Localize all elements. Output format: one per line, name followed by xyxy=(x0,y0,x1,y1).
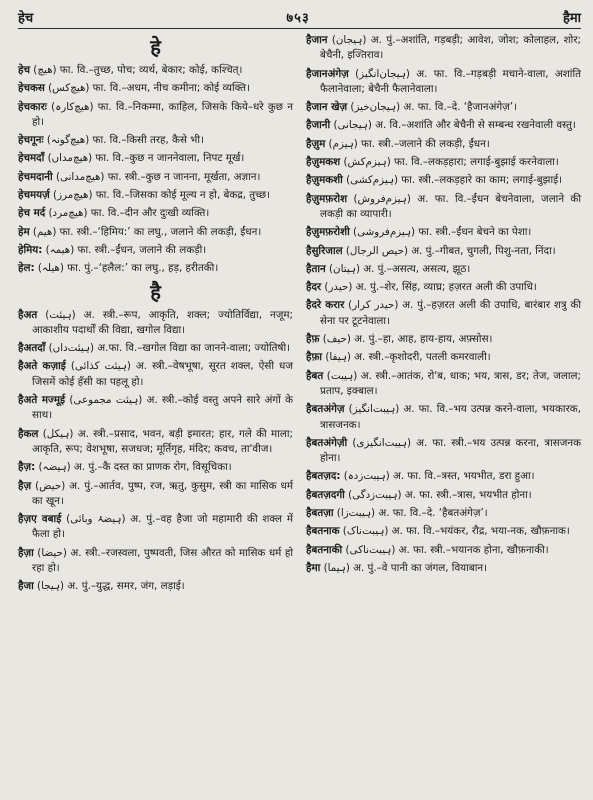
entry-headword: हेचकारः xyxy=(18,100,47,113)
entry-headword: हैदर xyxy=(306,281,322,294)
entry-definition: (ہیبت‌ناکی) अ. फा. स्त्री.–भयानक होना, खौफ़नाकी। xyxy=(342,543,549,556)
dictionary-entry xyxy=(18,188,293,203)
dictionary-entry xyxy=(306,369,581,400)
entry-headword: हैज़ xyxy=(18,479,32,492)
dictionary-entry xyxy=(18,81,293,96)
dictionary-entry xyxy=(18,100,293,131)
entry-definition: (ہیما) अ. पुं.–वे पानी का जंगल, वियाबान। xyxy=(320,561,487,574)
dictionary-entry xyxy=(18,359,293,390)
dictionary-entry xyxy=(306,469,581,484)
dictionary-entry xyxy=(306,488,581,503)
dictionary-entry xyxy=(18,427,293,458)
entry-headword: हैज़ुमकश xyxy=(306,156,341,169)
entry-definition: (هیلہ) फा. पुं.–‘हलैल:’ का लघु., हड़, हरीतकी। xyxy=(34,262,219,275)
dictionary-entry xyxy=(306,506,581,521)
dictionary-entry xyxy=(18,579,293,594)
entry-headword: हैअते मज्मूई xyxy=(18,394,66,407)
entry-headword: हेचगूनः xyxy=(18,134,44,147)
entry-headword: हैबतज़दगी xyxy=(306,488,345,501)
entry-headword: हेमिय: xyxy=(18,243,43,256)
entry-definition: (هیچ‌مداں) फा. वि.–कुछ न जाननेवाला, निपट मूर्ख। xyxy=(44,152,245,165)
dictionary-entry xyxy=(18,308,293,339)
dictionary-entry xyxy=(306,155,581,170)
dictionary-entry xyxy=(306,262,581,277)
dictionary-entry xyxy=(18,170,293,185)
entry-definition: (ہیبت‌انگیزی) अ. फा. स्त्री.–भय उत्पन्न करना, त्रासजनक होना। xyxy=(320,436,581,465)
left-column xyxy=(18,33,293,598)
dictionary-entry xyxy=(18,243,293,258)
entry-headword: हैज़: xyxy=(18,461,36,474)
dictionary-entry xyxy=(306,436,581,467)
entry-headword: हेचकस xyxy=(18,82,45,95)
entry-definition: (ہیئت) अ. स्त्री.–रूप, आकृति, शक्ल; ज्योतिर्विद्या, नजूम; आकाशीय पदार्थों की विद्या, खगोल विद्या। xyxy=(32,308,293,336)
dictionary-entry xyxy=(18,133,293,148)
dictionary-entry xyxy=(18,479,293,510)
entry-definition: (ہیکل) अ. स्त्री.–प्रसाद, भवन, बड़ी इमारत; हार, गले की माला; आकृति, रूप; वेशभूषा, सजधज; मूर्तिगृह, मंदिर; कवच, ता'वीज। xyxy=(32,427,293,455)
entry-definition: (ہیتان) अ. पुं.–असत्य, असत्य, झूठ। xyxy=(325,262,471,275)
header-left-word: हेच xyxy=(18,11,34,26)
entry-headword: हैतान xyxy=(306,262,326,275)
entry-headword: हैफ़ा xyxy=(306,351,323,364)
dictionary-entry xyxy=(306,225,581,240)
entry-definition: (ہیضہ) अ. पुं.–कै दस्त का प्राणक रोग, विसूचिका। xyxy=(35,461,232,474)
entry-headword: हेचमदाँ xyxy=(18,152,45,165)
entry-definition: (هیچ‌گونہ) फा. वि.–किसी तरह, कैसे भी। xyxy=(43,134,204,147)
entry-definition: (ہیفا) अ. स्त्री.–कृशोदरी, पतली कमरवाली। xyxy=(322,351,491,364)
entry-definition: (ہیزم‌فروش) अ. फा. वि.–ईंधन बेचनेवाला, जलाने की लकड़ी का व्यापारी। xyxy=(320,192,581,220)
dictionary-entry xyxy=(306,118,581,133)
entry-headword: हैबत xyxy=(306,369,324,382)
entry-headword: हैज़ए वबाई xyxy=(18,513,62,526)
dictionary-entry xyxy=(18,546,293,577)
entry-headword: हैअत xyxy=(18,308,38,321)
entry-definition: (حیدر) अ. पुं.–शेर, सिंह, व्याघ्र; हज़रत अली की उपाधि। xyxy=(321,281,537,294)
entry-definition: (هیچ‌مدانی) फा. स्त्री.–कुछ न जानना, मूर्खता, अज्ञान। xyxy=(52,170,261,183)
entry-definition: (ہیجا) अ. पुं.–युद्ध, समर, जंग, लड़ाई। xyxy=(33,580,185,593)
entry-definition: (ہیزم) फा. स्त्री.–जलाने की लकड़ी, ईंधन। xyxy=(325,137,490,150)
entry-definition: (هیچ) फा. वि.–तुच्छ, पोच; व्यर्थ, बेकार; कोई, कश्चित्। xyxy=(30,64,243,76)
dictionary-entry xyxy=(306,137,581,152)
dictionary-entry xyxy=(306,298,581,329)
dictionary-entry xyxy=(18,341,293,356)
dictionary-entry xyxy=(18,225,293,240)
entry-definition: (حیص الرجال) अ. पुं.–गीबत, चुगली, पिशु-नता, निंदा। xyxy=(342,244,556,257)
entry-headword: हैबतअंगेज़ी xyxy=(306,436,348,449)
entry-definition: (ہیجان) अ. पुं.–अशांति, गड़बड़ी; आवेश, जोश; कोलाहल, शोर; बेचैनी, इज्तिराव। xyxy=(320,34,582,62)
dictionary-entry xyxy=(306,402,581,433)
dictionary-entry xyxy=(306,244,581,259)
dictionary-entry xyxy=(306,33,581,64)
entry-definition: (ہیجانی) अ. वि.–अशांति और बेचैनी से सम्बन्ध रखनेवाली वस्तु। xyxy=(330,119,576,132)
entry-definition: (حیضا) अ. स्त्री.–रजस्वला, पुष्पवती, जिस औरत को मासिक धर्म हो रहा हो। xyxy=(32,546,293,575)
dictionary-entry xyxy=(18,261,293,276)
entry-headword: हैबतज़द: xyxy=(306,470,341,483)
entry-definition: (هیچ‌کارہ) फा. वि.–निकम्मा, काहिल, जिसके किये–धरे कुछ न हो। xyxy=(32,100,293,128)
entry-headword: हैजान खेज़ xyxy=(306,101,348,114)
entry-definition: (هیچ‌کس) फा. वि.–अधम, नीच कमीना; कोई व्यक्ति। xyxy=(44,82,250,95)
entry-headword: हैकल xyxy=(18,427,39,440)
section-letter-heading: है xyxy=(150,279,161,304)
entry-headword: हैजान xyxy=(306,34,328,46)
entry-headword: हेचमयर्ज़ xyxy=(18,189,50,202)
dictionary-entry xyxy=(18,63,293,78)
entry-headword: हैसुरिजाल xyxy=(306,244,343,257)
entry-definition: (ہیجان‌انگیز) अ. फा. वि.–गड़बड़ी मचाने-वाला, अशांति फैलानेवाला; बेचैनी फैलानेवाला। xyxy=(320,67,581,95)
dictionary-entry xyxy=(306,561,581,576)
entry-headword: हैज़ुमफ़रोश xyxy=(306,192,348,205)
entry-definition: (ہیجان‌خیز) अ. फा. वि.–दे. ‘हैजानअंगेज़’। xyxy=(347,101,518,114)
entry-definition: (ہیزم‌فروشی) फा. स्त्री.–ईंधन बेचने का पेशा। xyxy=(349,226,532,239)
entry-headword: हैज़ुम xyxy=(306,137,326,150)
entry-headword: हैजा xyxy=(18,580,34,593)
dictionary-entry xyxy=(306,332,581,347)
dictionary-entry xyxy=(18,393,293,424)
entry-headword: हैज़ुमकशी xyxy=(306,174,343,187)
entry-definition: (ہیبت‌زدہ) अ. फा. वि.–त्रस्त, भयभीत, डरा हुआ। xyxy=(340,470,535,483)
entry-headword: हेच मर्द xyxy=(18,207,46,220)
dictionary-entry xyxy=(306,543,581,558)
entry-definition: (ہیبت‌ناک) अ. फा. वि.–भयंकर, रौद्र, भया-नक, खौफ़नाक। xyxy=(339,525,570,538)
entry-definition: (هیچ‌مرز) फा. वि.–जिसका कोई मूल्य न हो, बेकद्र, तुच्छ। xyxy=(49,189,271,202)
dictionary-entry xyxy=(18,460,293,475)
dictionary-entry xyxy=(18,512,293,543)
entry-definition: (هیم) फा. स्त्री.–‘हिमिय:’ का लघु., जलाने की लकड़ी, ईंधन। xyxy=(29,225,262,238)
entry-definition: (هیچ‌مرد) फा. वि.–दीन और दुःखी व्यक्ति। xyxy=(45,207,210,220)
dictionary-entry xyxy=(306,280,581,295)
right-column xyxy=(306,33,581,598)
entry-headword: हैअते कज़ाई xyxy=(18,360,66,373)
entry-headword: हैबतज़ा xyxy=(306,507,334,520)
entry-headword: हैमा xyxy=(306,561,321,574)
entry-headword: हैअतदाँ xyxy=(18,342,46,355)
entry-headword: हेम xyxy=(18,225,30,238)
dictionary-entry xyxy=(306,100,581,115)
entry-headword: हैबतनाक xyxy=(306,525,340,538)
entry-headword: हैज़ुमफ़रोशी xyxy=(306,226,350,239)
entry-headword: हेच xyxy=(18,64,31,76)
entry-definition: (ہیضۂ وبائی) अ. पुं.–वह हैजा जो महामारी की शक्ल में फैला हो। xyxy=(32,513,293,541)
entry-definition: (ہیبت‌زا) अ. फा. वि.–दे. ‘हैबतअंगेज़’। xyxy=(333,507,488,520)
entry-definition: (هیمہ) फा. स्त्री.–ईंधन, जलाने की लकड़ी। xyxy=(42,243,207,256)
dictionary-entry xyxy=(306,67,581,98)
entry-definition: (ہیئت‌داں) अ.फा. वि.–खगोल विद्या का जानने-वाला; ज्योतिषी। xyxy=(45,342,291,355)
dictionary-entry xyxy=(18,206,293,221)
entry-definition: (حیف) अ. पुं.–हा, आह, हाय-हाय, अफ़्सोस। xyxy=(319,333,493,346)
dictionary-entry xyxy=(306,173,581,188)
entry-definition: (ہیبت‌زدگی) अ. फा. स्त्री.–त्रास, भयभीत होना। xyxy=(344,488,532,501)
entry-headword: हैबतअंगेज़ xyxy=(306,403,345,416)
entry-definition: (ہیبت‌انگیز) अ. फा. वि.–भय उत्पन्न करने-वाला, भयकारक, त्रासजनक। xyxy=(320,403,581,431)
entry-headword: हेचमदानी xyxy=(18,170,53,183)
header-right-word: हैमा xyxy=(562,11,581,26)
entry-headword: हैजानी xyxy=(306,119,331,132)
entry-definition: (ہیبت) अ. स्त्री.–आतंक, रो'ब, धाक; भय, त्रास, डर; तेज, जलाल; प्रताप, इक्बाल। xyxy=(320,369,581,397)
entry-definition: (ہیئت مجموعی) अ. स्त्री.–कोई वस्तु अपने सारे अंगों के साथ। xyxy=(32,394,293,422)
section-letter-heading: हे xyxy=(150,35,161,59)
entry-headword: हैफ़ xyxy=(306,333,320,346)
page-number: ७५३ xyxy=(286,11,310,26)
entry-headword: हैजानअंगेज़ xyxy=(306,67,349,80)
entry-definition: (ہیزم‌کشی) फा. स्त्री.–लकड़हारे का काम; लगाई-बुझाई। xyxy=(342,174,563,187)
dictionary-entry xyxy=(306,350,581,365)
page-header xyxy=(18,6,581,29)
entry-headword: हेल: xyxy=(18,262,35,275)
dictionary-entry xyxy=(306,192,581,223)
entry-headword: हैज़ा xyxy=(18,546,34,559)
columns xyxy=(18,33,581,598)
dictionary-entry xyxy=(306,524,581,539)
dictionary-entry xyxy=(18,151,293,166)
entry-definition: (ہیزم‌کش) फा. वि.–लकड़हारा; लगाई-बुझाई करनेवाला। xyxy=(340,156,559,169)
entry-definition: (حیدر کرار) अ. पुं.–हज़रत अली की उपाधि, बारंबार शत्रु की सेना पर टूटनेवाला। xyxy=(320,299,582,327)
entry-headword: हैदरे करार xyxy=(306,299,345,312)
entry-headword: हैबतनाकी xyxy=(306,543,343,556)
entry-definition: (حیض) अ. पुं.–आर्तव, पुष्प, रज, ऋतु, कुसुम, स्त्री का मासिक धर्म का खून। xyxy=(31,479,293,507)
entry-definition: (ہیئت کذائی) अ. स्त्री.–वेषभूषा, सूरत शक्ल, ऐसी धज जिसमें कोई हँसी का पहलू हो। xyxy=(32,360,294,388)
